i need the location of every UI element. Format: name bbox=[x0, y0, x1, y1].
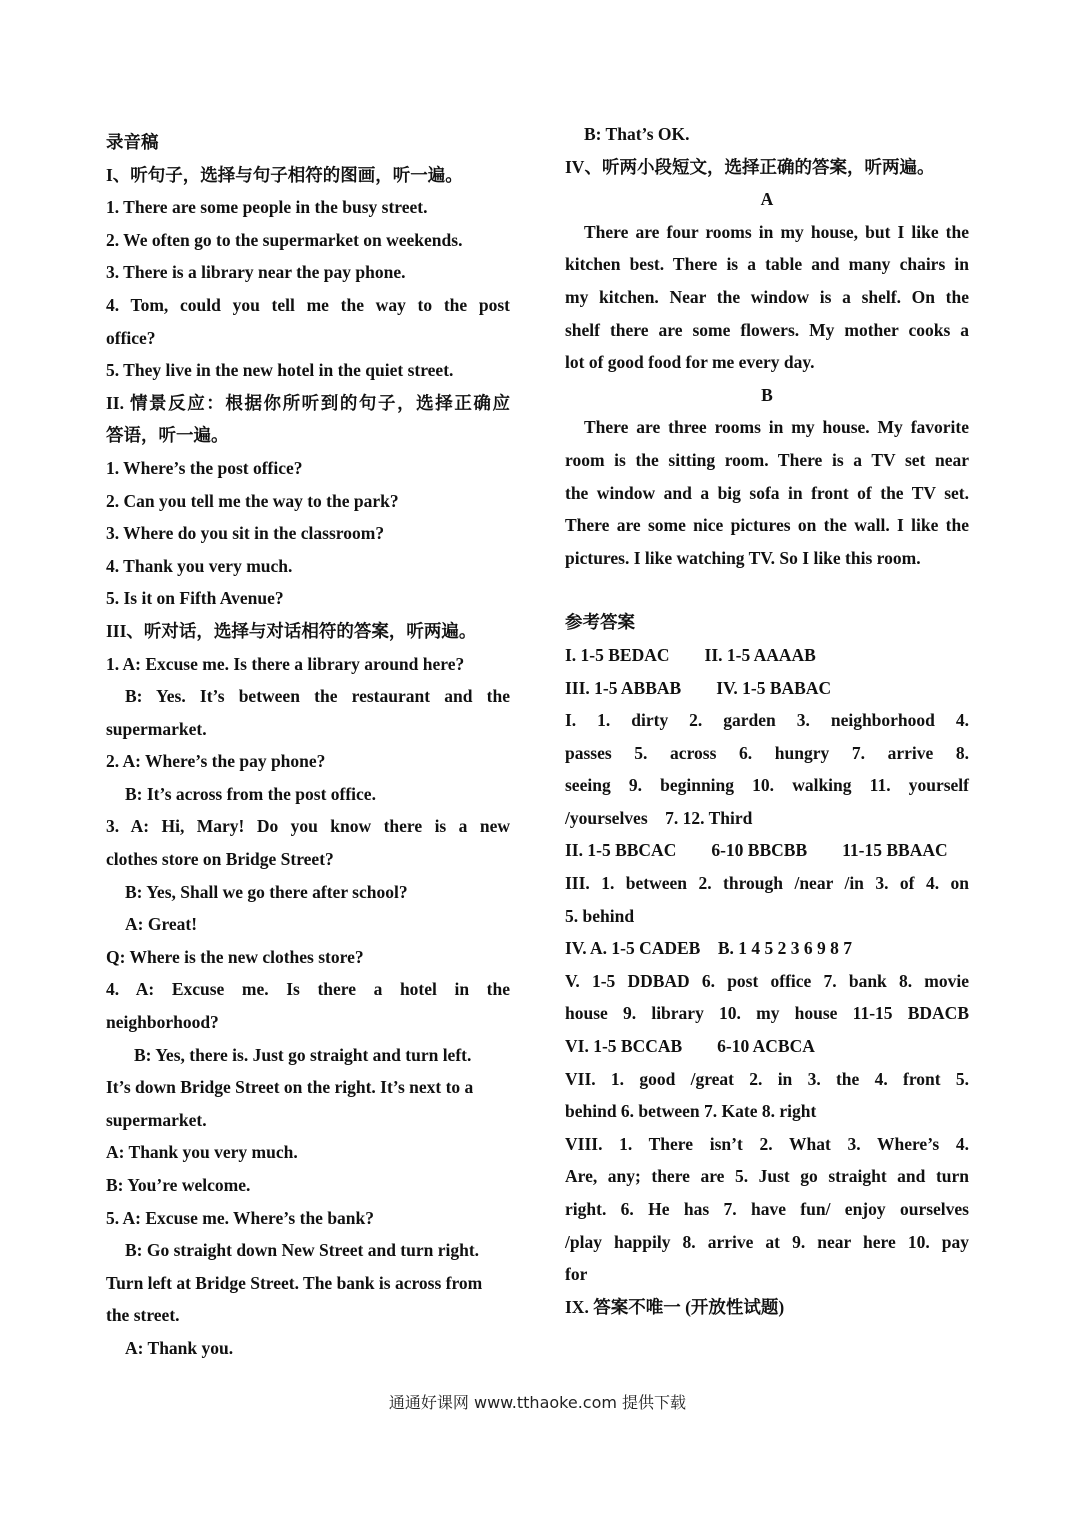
answer-line: house 9. library 10. my house 11-15 BDACB bbox=[565, 1003, 969, 1024]
s2-item: 5. Is it on Fifth Avenue? bbox=[106, 588, 284, 609]
answer-line: right. 6. He has 7. have fun/ enjoy ourselves bbox=[565, 1199, 969, 1219]
s2-item: 1. Where’s the post office? bbox=[106, 457, 303, 478]
answer-line: /yourselves 7. 12. Third bbox=[565, 807, 753, 828]
s2-item: 3. Where do you sit in the classroom? bbox=[106, 523, 385, 544]
passage-line: kitchen best. There is a table and many chairs in bbox=[565, 254, 969, 275]
passage-line: There are three rooms in my house. My favorite bbox=[584, 417, 969, 438]
passage-line: There are four rooms in my house, but I like the bbox=[584, 221, 969, 242]
section-4-heading: IV、听两小段短文，选择正确的答案，听两遍。 bbox=[565, 156, 935, 177]
passage-line: pictures. I like watching TV. So I like this room. bbox=[565, 547, 921, 568]
section-1-heading: I、听句子，选择与句子相符的图画，听一遍。 bbox=[106, 164, 463, 185]
answer-line: V. 1-5 DDBAD 6. post office 7. bank 8. movie bbox=[565, 970, 969, 991]
s1-item: 4. Tom, could you tell me the way to the post bbox=[106, 294, 510, 315]
dialogue-line: supermarket. bbox=[106, 718, 207, 739]
answer-line: 5. behind bbox=[565, 905, 635, 926]
answer-line: II. 1-5 BBCAC 6-10 BBCBB 11-15 BBAAC bbox=[565, 840, 948, 861]
answer-line: III. 1. between 2. through /near /in 3. of 4. on bbox=[565, 873, 969, 894]
left-column bbox=[106, 126, 510, 1365]
dialogue-line: 2. A: Where’s the pay phone? bbox=[106, 751, 326, 772]
dialogue-line: B: That’s OK. bbox=[584, 124, 690, 144]
dialogue-line: clothes store on Bridge Street? bbox=[106, 849, 334, 870]
dialogue-line: 5. A: Excuse me. Where’s the bank? bbox=[106, 1207, 375, 1228]
answer-line: VIII. 1. There isn’t 2. What 3. Where’s 4. bbox=[565, 1133, 969, 1154]
dialogue-line: Q: Where is the new clothes store? bbox=[106, 946, 364, 967]
answer-line: Are, any; there are 5. Just go straight and turn bbox=[565, 1166, 969, 1187]
right-column bbox=[565, 118, 969, 1323]
answer-line: seeing 9. beginning 10. walking 11. yourself bbox=[565, 775, 969, 796]
dialogue-line: A: Great! bbox=[125, 914, 198, 935]
dialogue-line: B: Yes. It’s between the restaurant and the bbox=[125, 686, 510, 707]
dialogue-line: the street. bbox=[106, 1305, 180, 1326]
answer-line: VII. 1. good /great 2. in 3. the 4. front 5. bbox=[565, 1068, 969, 1089]
passage-line: shelf there are some flowers. My mother cooks a bbox=[565, 319, 969, 340]
s1-item: 2. We often go to the supermarket on weekends. bbox=[106, 229, 463, 250]
dialogue-line: B: Yes, there is. Just go straight and turn left. bbox=[134, 1044, 472, 1065]
transcript-title: 录音稿 bbox=[106, 132, 159, 152]
passage-line: the window and a big sofa in front of the TV set. bbox=[565, 482, 969, 503]
answer-line: I. 1. dirty 2. garden 3. neighborhood 4. bbox=[565, 710, 969, 731]
passage-line: my kitchen. Near the window is a shelf. On the bbox=[565, 286, 969, 307]
dialogue-line: neighborhood? bbox=[106, 1012, 219, 1033]
answer-line: passes 5. across 6. hungry 7. arrive 8. bbox=[565, 742, 969, 763]
answers-title: 参考答案 bbox=[565, 612, 635, 633]
s2-item: 2. Can you tell me the way to the park? bbox=[106, 490, 399, 511]
passage-b-label: B bbox=[761, 384, 773, 405]
passage-line: lot of good food for me every day. bbox=[565, 352, 815, 373]
s1-item: office? bbox=[106, 327, 156, 348]
dialogue-line: It’s down Bridge Street on the right. It’s next to a bbox=[106, 1077, 474, 1098]
section-3-heading: III、听对话，选择与对话相符的答案，听两遍。 bbox=[106, 620, 477, 641]
answer-line: /play happily 8. arrive at 9. near here 10. pay bbox=[565, 1231, 969, 1252]
answer-line: VI. 1-5 BCCAB 6-10 ACBCA bbox=[565, 1036, 815, 1057]
passage-line: room is the sitting room. There is a TV set near bbox=[565, 449, 969, 470]
dialogue-line: A: Thank you. bbox=[125, 1337, 234, 1358]
s1-item: 5. They live in the new hotel in the quiet street. bbox=[106, 360, 454, 381]
dialogue-line: 3. A: Hi, Mary! Do you know there is a new bbox=[106, 816, 510, 837]
dialogue-line: B: You’re welcome. bbox=[106, 1175, 251, 1195]
answer-line: III. 1-5 ABBAB IV. 1-5 BABAC bbox=[565, 677, 832, 698]
dialogue-line: B: It’s across from the post office. bbox=[125, 783, 376, 804]
answer-line: behind 6. between 7. Kate 8. right bbox=[565, 1101, 817, 1122]
answer-line: IV. A. 1-5 CADEB B. 1 4 5 2 3 6 9 8 7 bbox=[565, 938, 852, 959]
dialogue-line: B: Go straight down New Street and turn right. bbox=[125, 1240, 480, 1261]
s1-item: 3. There is a library near the pay phone. bbox=[106, 262, 406, 283]
section-2-heading: II. 情景反应：根据你所听到的句子，选择正确应 bbox=[106, 392, 510, 413]
s1-item: 1. There are some people in the busy street. bbox=[106, 197, 428, 218]
dialogue-line: 4. A: Excuse me. Is there a hotel in the bbox=[106, 979, 510, 1000]
dialogue-line: 1. A: Excuse me. Is there a library around here? bbox=[106, 653, 465, 674]
dialogue-line: A: Thank you very much. bbox=[106, 1142, 298, 1163]
dialogue-line: B: Yes, Shall we go there after school? bbox=[125, 881, 408, 902]
dialogue-line: supermarket. bbox=[106, 1109, 207, 1130]
passage-line: There are some nice pictures on the wall. I like the bbox=[565, 515, 969, 536]
answer-line: for bbox=[565, 1264, 588, 1285]
dialogue-line: Turn left at Bridge Street. The bank is across from bbox=[106, 1272, 483, 1293]
answer-line: IX. 答案不唯一 (开放性试题) bbox=[565, 1296, 785, 1317]
answer-line: I. 1-5 BEDAC II. 1-5 AAAAB bbox=[565, 644, 816, 665]
s2-item: 4. Thank you very much. bbox=[106, 555, 293, 576]
footer-credit: 通通好课网 www.tthaoke.com 提供下载 bbox=[388, 1393, 687, 1412]
section-2-heading-cont: 答语，听一遍。 bbox=[106, 425, 229, 446]
passage-a-label: A bbox=[760, 189, 774, 210]
